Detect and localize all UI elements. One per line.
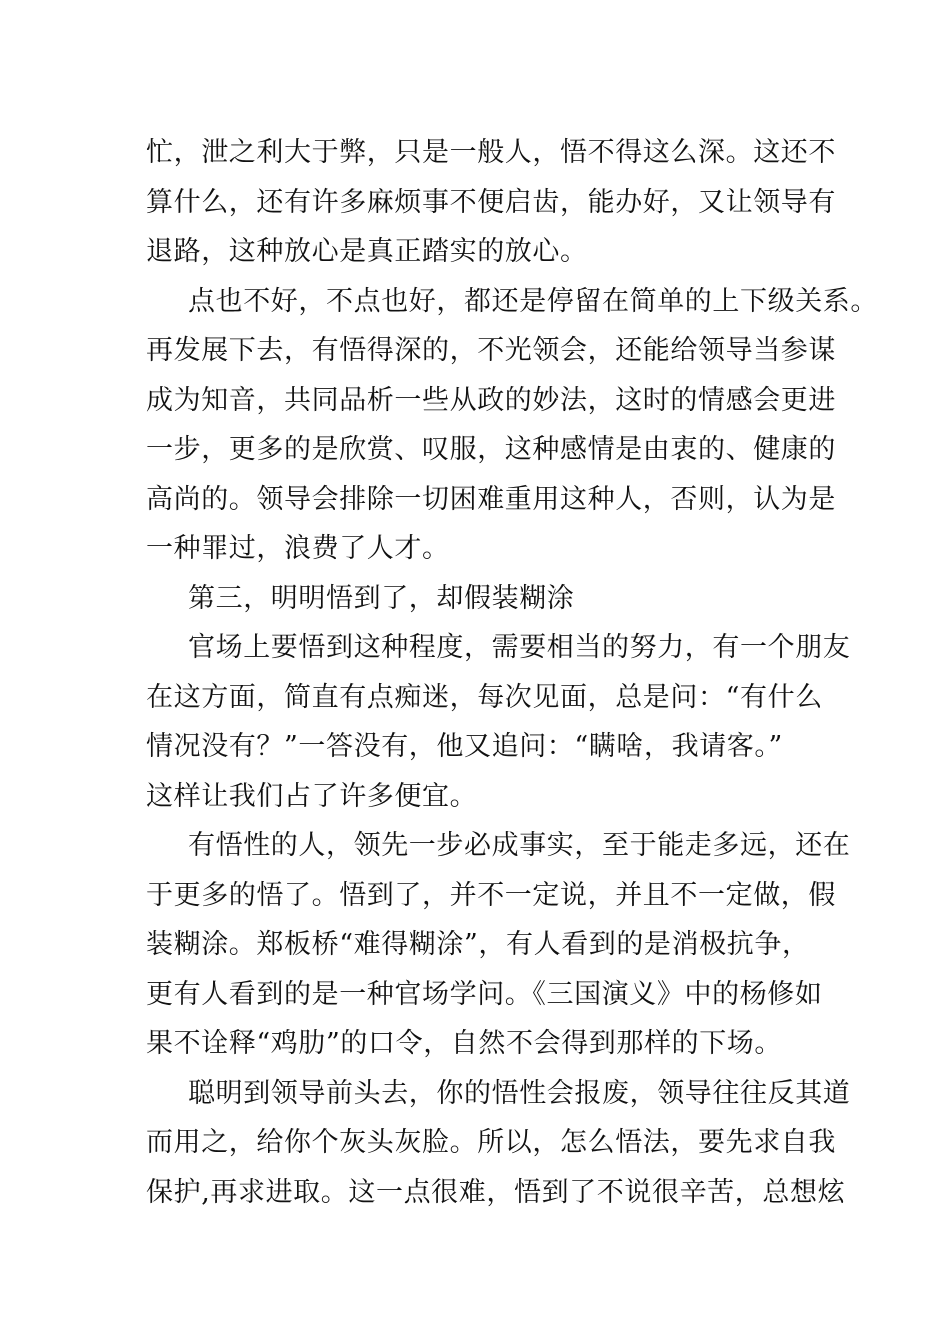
text-line: 在这方面，简直有点痴迷，每次见面，总是问：“有什么 <box>146 681 823 713</box>
text-line: 装糊涂。郑板桥“难得糊涂”，有人看到的是消极抗争， <box>146 929 810 960</box>
paragraph-4 <box>146 821 851 1069</box>
text-line: 更有人看到的是一种官场学问。《三国演义》中的杨修如 <box>146 978 823 1010</box>
text-line: 算什么，还有许多麻烦事不便启齿，能办好，又让领导有 <box>146 186 836 218</box>
text-line: 成为知音，共同品析一些从政的妙法，这时的情感会更进 <box>146 384 836 416</box>
text-line: 情况没有？”一答没有，他又追问：“瞒啥，我请客。” <box>146 731 783 762</box>
section-heading <box>146 574 826 624</box>
paragraph-3 <box>146 623 851 821</box>
text-line: 忙，泄之利大于弊，只是一般人，悟不得这么深。这还不 <box>146 137 836 168</box>
text-line: 高尚的。领导会排除一切困难重用这种人，否则，认为是 <box>146 483 836 515</box>
paragraph-1 <box>146 128 836 277</box>
text-line: 保护,再求进取。这一点很难，悟到了不说很辛苦，总想炫 <box>146 1176 846 1208</box>
text-line: 这样让我们占了许多便宜。 <box>146 780 478 812</box>
text-line: 聪明到领导前头去，你的悟性会报废，领导往往反其道 <box>188 1077 851 1109</box>
paragraph-5 <box>146 1069 851 1218</box>
text-line: 退路，这种放心是真正踏实的放心。 <box>146 236 588 267</box>
text-line: 一步，更多的是欣赏、叹服，这种感情是由衷的、健康的 <box>146 434 836 465</box>
text-line: 果不诠释“鸡肋”的口令，自然不会得到那样的下场。 <box>146 1028 783 1059</box>
text-line: 而用之，给你个灰头灰脸。所以，怎么悟法，要先求自我 <box>146 1127 836 1158</box>
text-line: 一种罪过，浪费了人才。 <box>146 533 450 564</box>
text-line: 点也不好，不点也好，都还是停留在简单的上下级关系。 <box>188 285 878 317</box>
text-line: 第三，明明悟到了，却假装糊涂 <box>188 582 575 614</box>
document-body <box>146 128 878 1217</box>
text-line: 再发展下去，有悟得深的，不光领会，还能给领导当参谋 <box>146 335 836 366</box>
text-line: 官场上要悟到这种程度，需要相当的努力，有一个朋友 <box>188 632 851 663</box>
text-line: 于更多的悟了。悟到了，并不一定说，并且不一定做，假 <box>146 879 836 911</box>
paragraph-2 <box>146 277 878 574</box>
text-line: 有悟性的人，领先一步必成事实，至于能走多远，还在 <box>188 830 851 861</box>
